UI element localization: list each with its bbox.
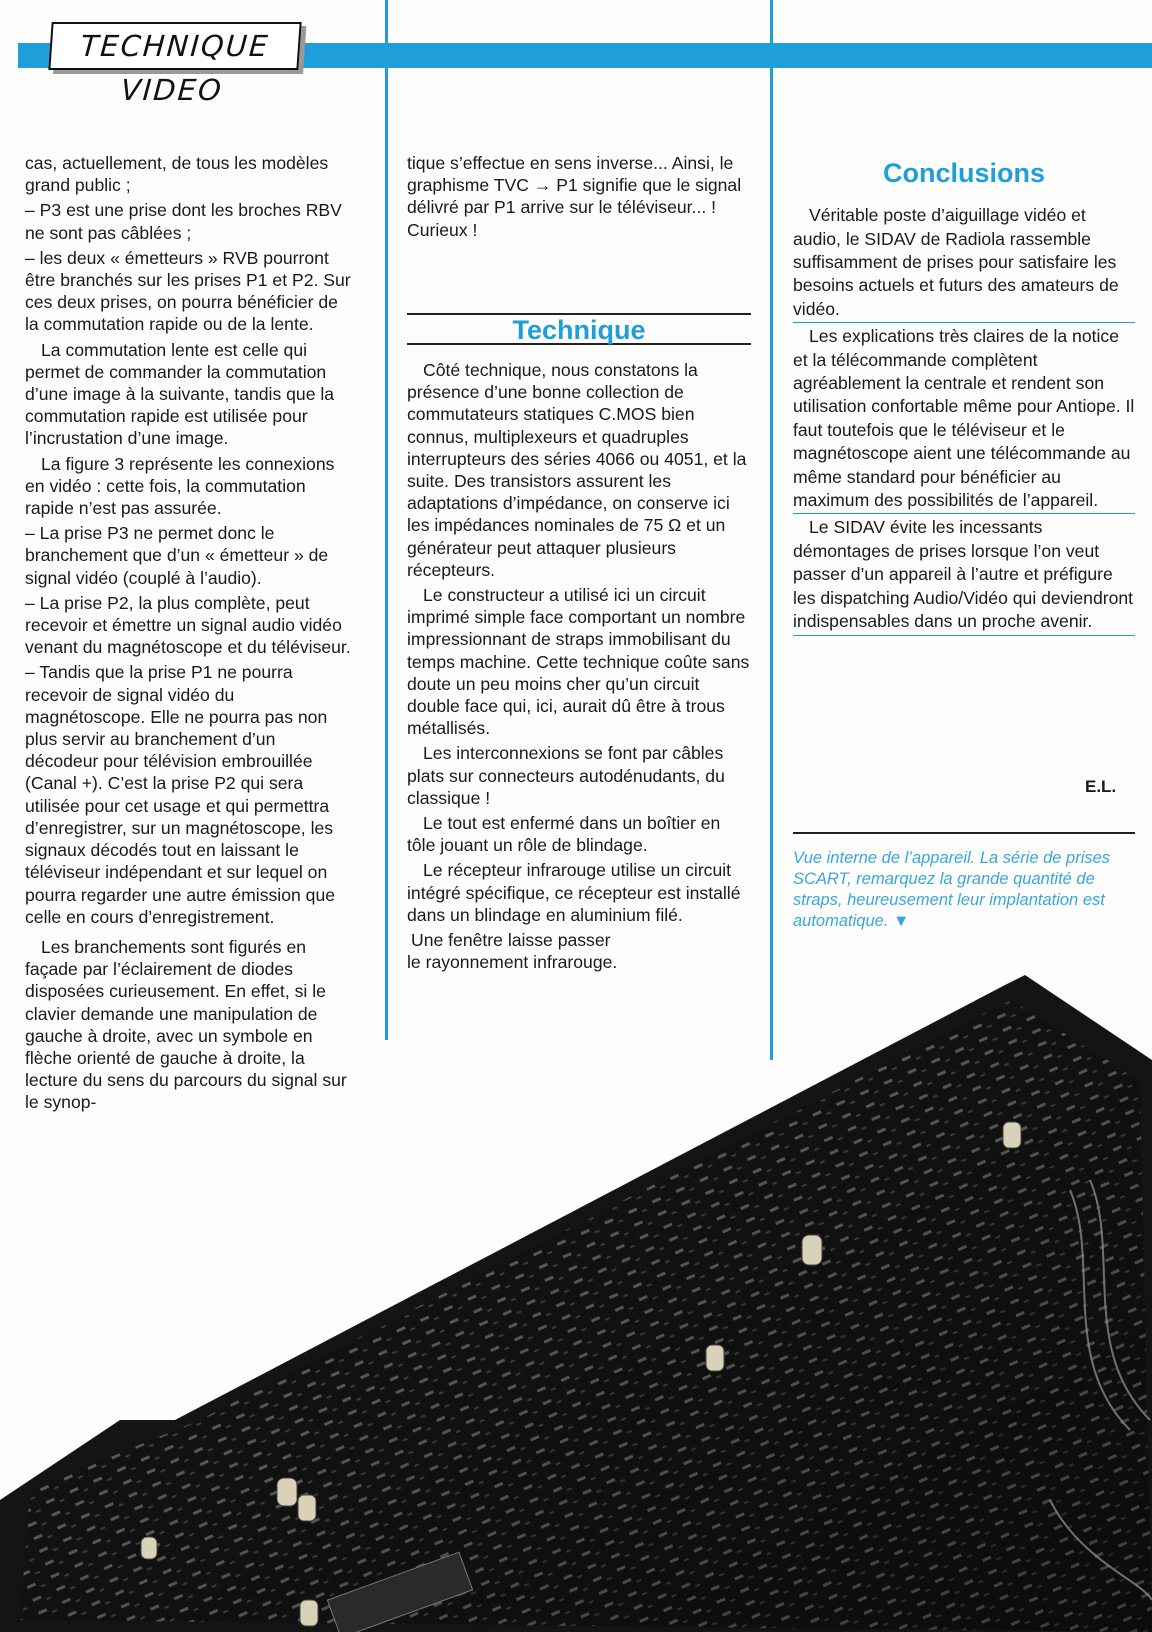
conclusions-paragraph: Les explications très claires de la notice et la télécommande complètent agréablement la centrale et rendent son utilisation confortable même pour Antiope. Il faut toutefois que le téléviseur et le magnétoscope aient une télécommande au même standard pour bénéficier au maximum des possibilités de l’appareil. <box>793 323 1135 514</box>
conclusions-heading: Conclusions <box>882 158 1045 188</box>
column-1-paragraph: La commutation lente est celle qui permet de commander la commutation d’une image à la suivante, tandis que la commutation rapide est utilisée pour l’incrustation d’une image. <box>25 339 335 449</box>
conclusions-paragraph: Véritable poste d’aiguillage vidéo et audio, le SIDAV de Radiola rassemble suffisamment de prises pour satisfaire les besoins actuels et futurs des amateurs de vidéo. <box>793 202 1135 323</box>
technique-paragraph: Le constructeur a utilisé ici un circuit imprimé simple face comportant un nombre impressionnant de straps immobilisant du temps machine. Cette technique coûte sans doute un peu moins cher qu’un circuit double face qui, ici, aurait dû être à trous métallisés. <box>407 585 750 739</box>
technique-paragraph: Une fenêtre laisse passer le rayonnement infrarouge. <box>407 930 618 973</box>
down-triangle-icon: ▼ <box>893 912 910 930</box>
author-signature: E.L. <box>1085 777 1117 796</box>
column-1-paragraph: – Tandis que la prise P1 ne pourra recevoir de signal vidéo du magnétoscope. Elle ne pourra pas non plus servir au branchement d’un décodeur pour télévision embrouillée (Canal +). C’est la prise P2 qui sera utilisée pour cet usage et qui permettra d’enregistrer, sur un magnétoscope, les signaux décodés tout en laissant le téléviseur indépendant et sur lequel on pourra regarder une autre émission que celle en cours d’enregistrement. <box>25 662 336 927</box>
column-1-paragraph: cas, actuellement, de tous les modèles grand public ; <box>25 153 329 196</box>
capacitor <box>277 1478 297 1506</box>
column-1-paragraph: Les branchements sont figurés en façade par l’éclairement de diodes disposées curieusement. En effet, si le clavier demande une manipulation de gauche à droite, avec un symbole en flèche orienté de gauche à droite, la lecture du sens du parcours du signal sur le synop- <box>25 936 347 1113</box>
capacitor <box>141 1537 157 1559</box>
conclusions-paragraph: Le SIDAV évite les incessants démontages de prises lorsque l’on veut passer d’un appareil à l’autre et préfigure les dispatching Audio/Vidéo qui deviendront indispensables dans un proche avenir. <box>793 514 1135 635</box>
column-1-paragraph: – La prise P3 ne permet donc le branchement que d’un « émetteur » de signal vidéo (couplé à l’audio). <box>25 523 329 588</box>
caption-text: Vue interne de l’appareil. La série de prises SCART, remarquez la grande quantité de straps, heureusement leur implantation est automatique. <box>793 849 1111 930</box>
technique-paragraph: Les interconnexions se font par câbles plats sur connecteurs autodénudants, du classique ! <box>407 743 725 808</box>
column-1-paragraph: La figure 3 représente les connexions en vidéo : cette fois, la commutation rapide n’est pas assurée. <box>25 453 335 519</box>
technique-paragraph: Le récepteur infrarouge utilise un circuit intégré spécifique, ce récepteur est installé dans un blindage en aluminium filé. <box>407 860 741 925</box>
capacitor <box>1003 1122 1021 1148</box>
capacitor <box>802 1235 822 1265</box>
technique-paragraph: Côté technique, nous constatons la présence d’une bonne collection de commutateurs statiques C.MOS bien connus, multiplexeurs et quadruples interrupteurs des séries 4066 ou 4051, et la suite. Des transistors assurent les adaptations d’impédance, on conserve ici les impédances nominales de 75 Ω et un générateur peut attaquer plusieurs récepteurs. <box>407 360 747 580</box>
capacitor <box>300 1600 318 1626</box>
technique-heading: Technique <box>512 314 646 345</box>
column-1-paragraph: – les deux « émetteurs » RVB pourront être branchés sur les prises P1 et P2. Sur ces deux prises, on pourra bénéficier de la commutation rapide ou de la lente. <box>25 247 351 335</box>
section-title: TECHNIQUE VIDEO <box>79 29 271 107</box>
technique-paragraph: Le tout est enfermé dans un boîtier en tôle jouant un rôle de blindage. <box>407 813 721 856</box>
capacitor <box>706 1345 724 1371</box>
capacitor <box>298 1495 316 1521</box>
column-1-paragraph: – La prise P2, la plus complète, peut recevoir et émettre un signal audio vidéo venant du magnétoscope et du téléviseur. <box>25 592 351 658</box>
board-shading <box>20 1000 1152 1632</box>
column-2-intro: tique s’effectue en sens inverse... Ainsi, le graphisme TVC → P1 signifie que le signal délivré par P1 arrive sur le téléviseur... ! Curieux ! <box>407 153 742 240</box>
column-1-paragraph: – P3 est une prise dont les broches RBV ne sont pas câblées ; <box>25 200 342 243</box>
